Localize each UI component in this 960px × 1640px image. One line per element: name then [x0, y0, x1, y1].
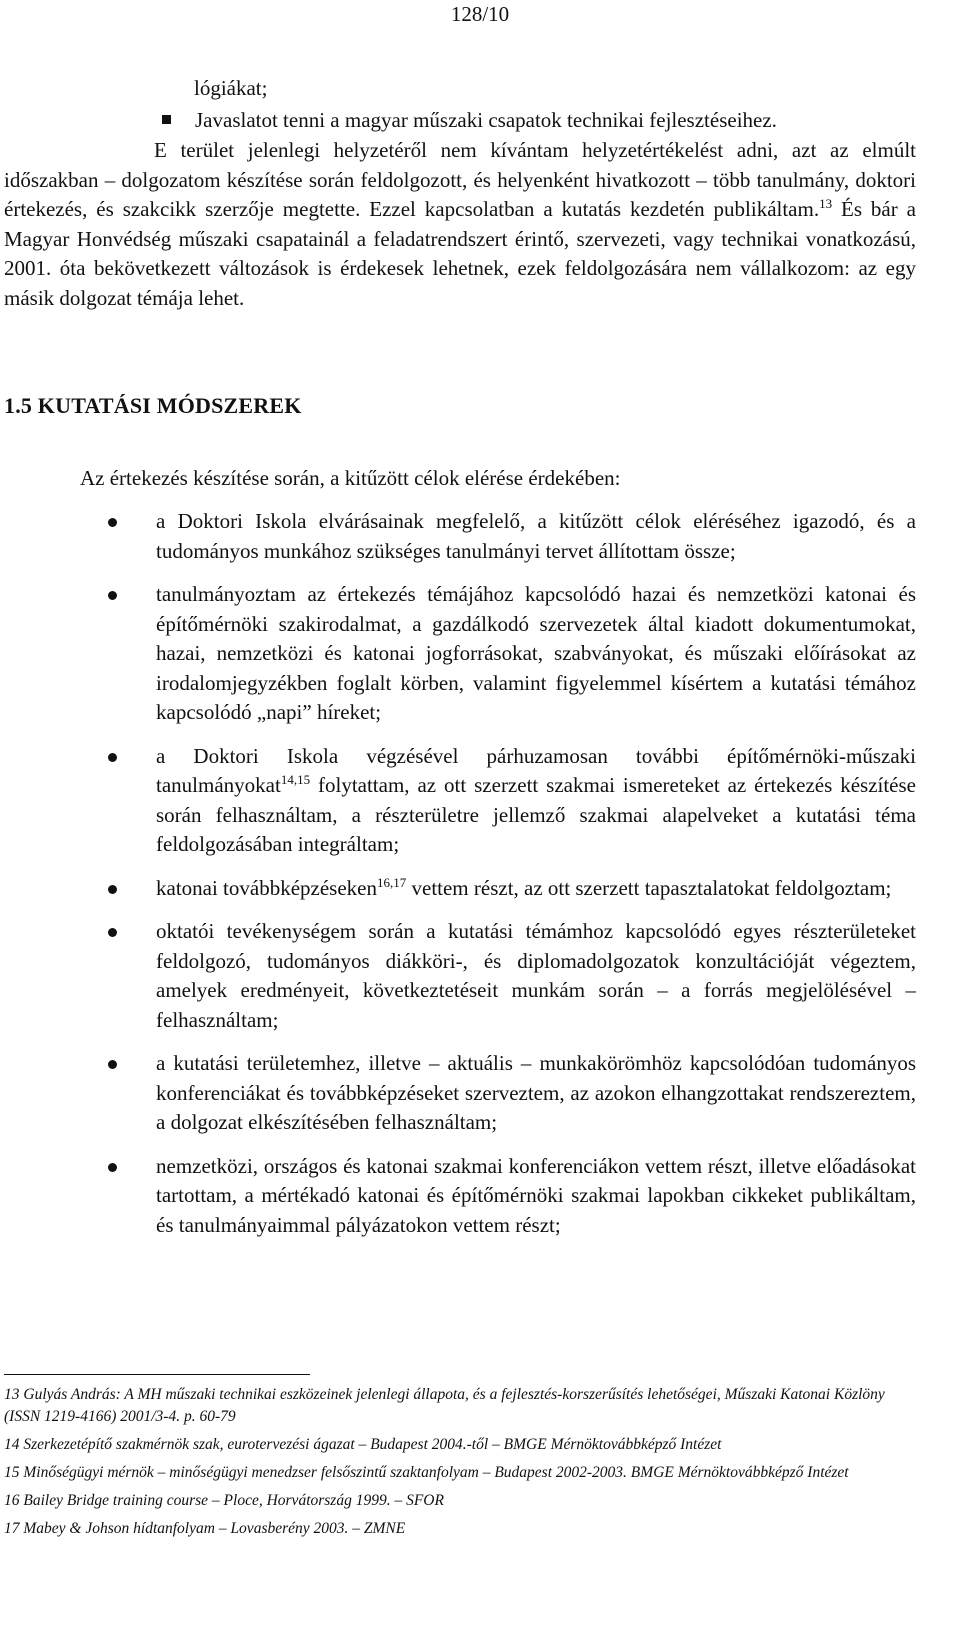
- footnote-ref-14-15[interactable]: 14,15: [280, 772, 311, 787]
- list-item: [106, 580, 916, 728]
- intro-paragraph: [4, 136, 916, 313]
- footnote-15: 15 Minőségügyi mérnök – minőségügyi menedzser felsőszintű szaktanfolyam – Budapest 2002-2003. BMGE Mérnöktovábbképző Intézet: [4, 1464, 849, 1481]
- list-item: [106, 742, 916, 860]
- footnote-13: 13 Gulyás András: A MH műszaki technikai eszközeinek jelenlegi állapota, és a fejlesztés-korszerűsítés lehetőségei, Műszaki Katonai Közlöny (ISSN 1219-4166) 2001/3-4. p. 60-79: [4, 1386, 885, 1425]
- square-bullet-text: Javaslatot tenni a magyar műszaki csapatok technikai fejlesztéseihez.: [195, 108, 777, 132]
- square-bullet-item: [4, 104, 916, 136]
- methods-bullet-list: [106, 507, 916, 1254]
- list-item-text: nemzetközi, országos és katonai szakmai konferenciákon vettem részt, illetve előadásokat tartottam, a mértékadó katonai és építőmérnöki szakmai lapokban cikkeket publikáltam, és tanulmányaimmal pályázatokon vettem részt;: [156, 1153, 916, 1237]
- bullet-dot-icon: [108, 1060, 117, 1069]
- list-item: [106, 1049, 916, 1138]
- footnote-16: 16 Bailey Bridge training course – Ploce, Horvátország 1999. – SFOR: [4, 1492, 444, 1509]
- page-number: 128/10: [450, 2, 510, 26]
- list-item-text: katonai továbbképzéseken: [156, 875, 377, 900]
- section-heading: 1.5 KUTATÁSI MÓDSZEREK: [4, 393, 302, 418]
- bullet-dot-icon: [108, 591, 117, 600]
- list-item: [106, 874, 916, 904]
- list-item-text: tanulmányoztam az értekezés témájához kapcsolódó hazai és nemzetközi katonai és építőmérnöki szakirodalmat, a gazdálkodó szervezetek által kiadott dokumentumokat, hazai, nemzetközi és katonai jogforrásokat, szabványokat, és műszaki előírásokat az irodalomjegyzékben foglalt körben, valamint figyelemmel kísértem a kutatási témához kapcsolódó „napi” híreket;: [156, 582, 916, 724]
- bullet-dot-icon: [108, 885, 117, 894]
- footnote-separator: [4, 1374, 310, 1375]
- bullet-dot-icon: [108, 518, 117, 527]
- intro-paragraph-part-a: E terület jelenlegi helyzetéről nem kívántam helyzetértékelést adni, azt az elmúlt időszakban – dolgozatom készítése során feldolgozott, és helyenként hivatkozott – több tanulmány, doktori értekezés, és szakcikk szerzője megtette. Ezzel kapcsolatban a kutatás kezdetén publikáltam.: [4, 138, 916, 221]
- bullet-dot-icon: [108, 928, 117, 937]
- footnote-14: 14 Szerkezetépítő szakmérnök szak, eurotervezési ágazat – Budapest 2004.-től – BMGE Mérnöktovábbképző Intézet: [4, 1436, 722, 1453]
- list-item: [106, 1152, 916, 1241]
- square-bullet-icon: [162, 115, 171, 124]
- list-item: [106, 507, 916, 566]
- list-item-text-continued: folytattam, az ott szerzett szakmai ismereteket az értekezés készítése során felhasználtam, a részterületre jellemző szakmai alapelveket a kutatási téma feldolgozásában integráltam;: [156, 773, 916, 856]
- list-item: [106, 917, 916, 1035]
- intro-section: [4, 72, 916, 313]
- list-item-text: a Doktori Iskola elvárásainak megfelelő, a kitűzött célok eléréséhez igazodó, és a tudományos munkához szükséges tanulmányi tervet állítottam össze;: [156, 509, 916, 563]
- bullet-dot-icon: [108, 753, 117, 762]
- footnote-ref-16-17[interactable]: 16,17: [377, 874, 407, 890]
- list-item-text: oktatói tevékenységem során a kutatási témámhoz kapcsolódó egyes részterületeket feldolgozó, tudományos diákköri-, és diplomadolgozatok konzultációját végeztem, amelyek eredményeit, következtetéseit munkám során – a forrás megjelölésével – felhasználtam;: [156, 919, 916, 1032]
- methods-intro-text: Az értekezés készítése során, a kitűzött célok elérése érdekében:: [80, 466, 621, 490]
- intro-paragraph-part-b: És bár a Magyar Honvédség műszaki csapatainál a feladatrendszert érintő, szervezeti, vagy technikai vonatkozású, 2001. óta bekövetkezett változások is érdekesek lehetnek, ezek feldolgozására nem vállalkozom: az egy másik dolgozat témája lehet.: [4, 197, 916, 310]
- footnote-17: 17 Mabey & Johson hídtanfolyam – Lovasberény 2003. – ZMNE: [4, 1520, 406, 1537]
- continued-list-line: lógiákat;: [194, 76, 268, 100]
- list-item-text: a Doktori Iskola végzésével párhuzamosan további építőmérnöki-műszaki tanulmányokat: [156, 743, 916, 797]
- list-item-text-continued: vettem részt, az ott szerzett tapasztalatokat feldolgoztam;: [406, 875, 892, 900]
- footnote-ref-13[interactable]: 13: [819, 196, 833, 211]
- bullet-dot-icon: [108, 1163, 117, 1172]
- list-item-text: a kutatási területemhez, illetve – aktuális – munkakörömhöz kapcsolódóan tudományos konferenciákat és továbbképzéseket szerveztem, az azokon elhangzottakat rendszereztem, a dolgozat elkészítésében felhasználtam;: [156, 1051, 916, 1134]
- footnotes: [4, 1384, 916, 1546]
